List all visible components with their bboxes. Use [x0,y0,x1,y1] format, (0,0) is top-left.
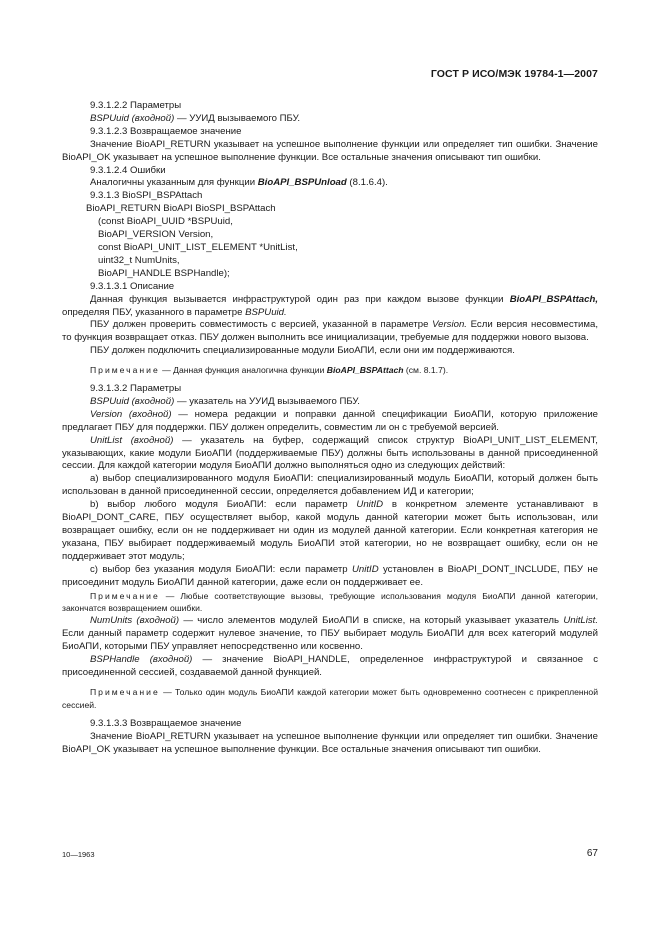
note-text: — Любые соответствующие вызовы, требующие использования модуля БиоАПИ данной категории, закончатся возвращением ошибки. [62,590,598,614]
heading-9-3-1-2-3: 9.3.1.2.3 Возвращаемое значение [90,125,242,137]
text: установлен в BioAPI_DONT_INCLUDE, ПБУ не присоединит модуль БиоАПИ данной категории, даже если он поддерживает ее. [62,563,598,588]
note-label: Примечание [90,590,160,601]
heading-9-3-1-3: 9.3.1.3 BioSPI_BSPAttach [90,190,203,202]
heading-9-3-1-2-2: 9.3.1.2.2 Параметры [90,100,182,111]
heading-9-3-1-3-1: 9.3.1.3.1 Описание [90,280,175,292]
param-text: — УУИД вызываемого ПБУ. [174,112,301,124]
param-name: UnitID [351,563,379,575]
errors-prefix: Аналогичны указанным для функции [90,177,258,189]
text: Если данный параметр содержит нулевое значение, то ПБУ выбирает модуль БиоАПИ для всех категорий модулей БиоАПИ, которыми ПБУ управляет непосредственно или косвенно. [62,628,598,653]
param-numunits [62,615,598,654]
code-line: const BioAPI_UNIT_LIST_ELEMENT *UnitList, [98,241,298,253]
function-name: BioAPI_BSPUnload [257,177,347,189]
return-paragraph: Значение BioAPI_RETURN указывает на успешное выполнение функции или определяет тип ошибки. Значение BioAPI_OK указывает на успешное выполнение функции. Все остальные значения описывают тип ошибки. [62,730,598,755]
heading-9-3-1-3-3: 9.3.1.3.3 Возвращаемое значение [90,717,242,729]
text: в конкретном элементе устанавливают в BioAPI_DONT_CARE, ПБУ осуществляет выбор, какой модуль данной категории может быть использован, или возвращает ошибку, если он не поддерживает ни один из модулей данной категории. Если конкретная категория не указана, ПБУ выбирает поддерживаемый модуль БиоАПИ этой категории, но не возвращает ошибку, если он не поддерживает этот модуль; [62,499,598,562]
note-1 [62,364,598,377]
heading-9-3-1-2-4: 9.3.1.2.4 Ошибки [90,164,166,176]
param-unitlist [62,435,598,474]
return-paragraph: Значение BioAPI_RETURN указывает на успешное выполнение функции или определяет тип ошибки. Значение BioAPI_OK указывает на успешное выполнение функции. Все остальные значения описывают тип ошибки. [62,138,598,163]
param-term: NumUnits (входной) [90,615,180,627]
param-text: — указатель на УУИД вызываемого ПБУ. [174,395,360,407]
param-text: — значение BioAPI_HANDLE, определенное инфраструктурой и связанное с присоединенной сессией, создаваемой данной функцией. [62,654,598,678]
description-paragraph-2 [62,319,598,345]
param-text: — номера редакции и поправки данной спецификации БиоАПИ, которую приложение предлагает ПБУ для поддержки. ПБУ должен определить, совместим ли он с требуемой версией. [62,408,599,433]
param-term: BSPHandle (входной) [90,654,193,666]
param-bspuuid [62,113,598,126]
errors-paragraph [62,177,598,190]
param-name: UnitID [356,499,384,511]
function-name: BioAPI_BSPAttach, [509,293,598,305]
param-term: Version (входной) [90,408,172,420]
note-text: — Только один модуль БиоАПИ каждой категории может быть одновременно соотнесен с прикрепленной сессией. [62,686,598,710]
errors-suffix: (8.1.6.4). [346,177,388,189]
list-item-a: а) выбор специализированного модуля БиоАПИ: специализированный модуль БиоАПИ, который должен быть использован в данной присоединенной сессии, определяется добавлением ИД и категории; [62,473,598,498]
page-number: 67 [586,848,598,859]
function-name: BioAPI_BSPAttach [326,365,404,376]
text: Если версия несовместима, то функция возвращает отказ. ПБУ должен выполнить все инициализации, требуемые для поддержки нового вызова. [62,319,598,344]
text: — число элементов модулей БиоАПИ в списке, на который указывает указатель [179,615,564,627]
function-signature: BioAPI_RETURN BioAPI BioSPI_BSPAttach [86,203,276,215]
list-item-b [62,499,598,564]
page-body [62,60,598,756]
footer-code: 10—1963 [62,850,95,859]
param-bsphandle [62,654,598,680]
note-text: — Данная функция аналогична функции [159,365,327,376]
code-line: BioAPI_HANDLE BSPHandle); [98,267,230,279]
heading-9-3-1-3-2: 9.3.1.3.2 Параметры [90,383,182,395]
param-bspuuid [62,396,598,409]
list-item-c [62,564,598,590]
code-line: (const BioAPI_UUID *BSPUuid, [98,216,233,228]
text: Данная функция вызывается инфраструктурой один раз при каждом вызове функции [90,293,510,305]
note-label: Примечание [90,686,160,697]
code-line: uint32_t NumUnits, [98,254,180,266]
description-paragraph-1 [62,294,598,320]
text: b) выбор любого модуля БиоАПИ: если параметр [90,499,357,511]
note-label: Примечание [90,365,160,376]
param-term: BSPUuid (входной) [90,112,175,124]
document-header: ГОСТ Р ИСО/МЭК 19784-1—2007 [430,68,598,80]
text: c) выбор без указания модуля БиоАПИ: если параметр [90,563,352,575]
text: определяя ПБУ, указанного в параметре [62,306,246,318]
param-name: UnitList. [563,615,598,627]
param-name: Version. [432,319,467,331]
code-line: BioAPI_VERSION Version, [98,229,214,241]
param-version [62,409,598,435]
param-name: BSPUuid. [245,306,287,318]
param-text: — указатель на буфер, содержащий список структур BioAPI_UNIT_LIST_ELEMENT, указывающих, какие модули БиоАПИ (поддерживаемые ПБУ) должны быть использованы в данной присоединенной сессии. Для каждой категории модуля БиоАПИ должно выполняться одно из следующих действий: [62,434,598,472]
note-2 [62,590,598,616]
param-term: UnitList (входной) [90,434,174,446]
note-text: (см. 8.1.7). [403,365,449,376]
text: ПБУ должен проверить совместимость с версией, указанной в параметре [90,319,433,331]
note-3 [62,686,598,712]
param-term: BSPUuid (входной) [90,395,175,407]
description-paragraph-3: ПБУ должен подключить специализированные модули БиоАПИ, если они им поддерживаются. [90,345,515,357]
